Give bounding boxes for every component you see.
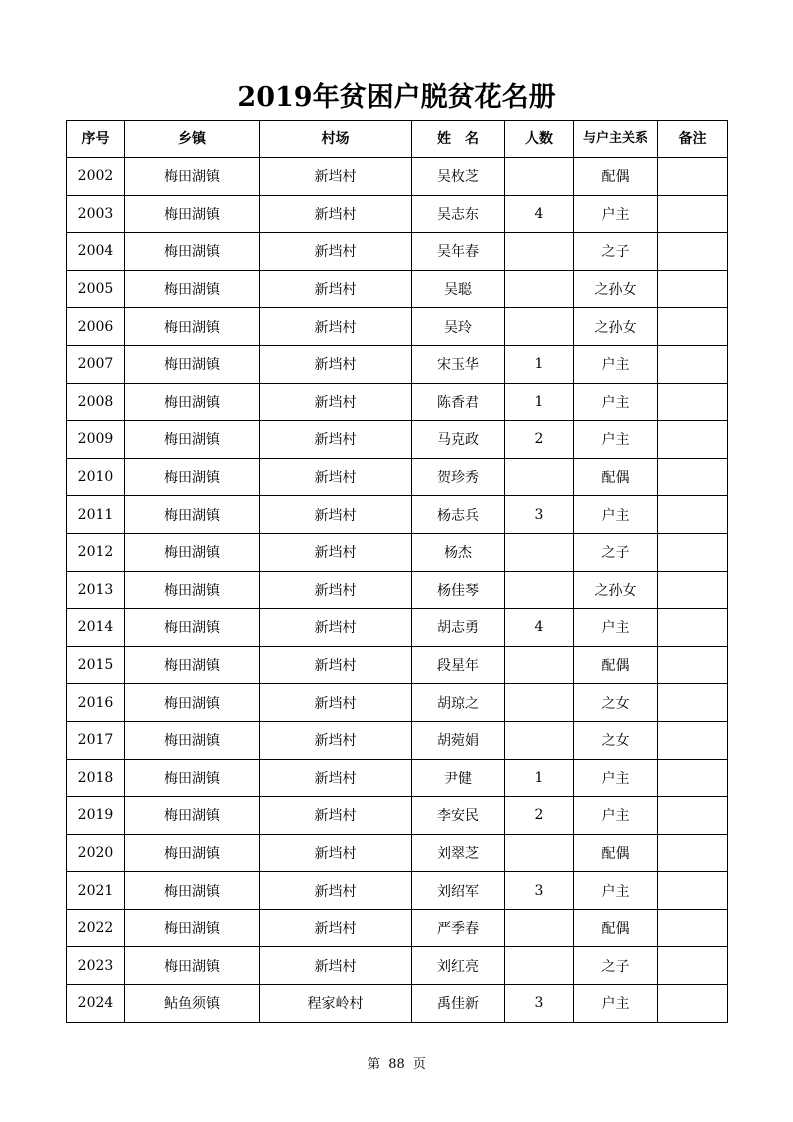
cell-name: 胡志勇 [412, 609, 505, 647]
table-row [67, 158, 728, 196]
cell-relation: 之孙女 [574, 270, 658, 308]
column-header-count: 人数 [505, 121, 574, 158]
cell-note [658, 270, 728, 308]
cell-name: 刘红亮 [412, 947, 505, 985]
cell-count [505, 308, 574, 346]
cell-name: 马克政 [412, 421, 505, 459]
table-row [67, 985, 728, 1023]
cell-relation: 之女 [574, 721, 658, 759]
cell-relation: 户主 [574, 985, 658, 1023]
cell-town: 梅田湖镇 [125, 383, 260, 421]
cell-relation: 配偶 [574, 646, 658, 684]
table-row [67, 684, 728, 722]
cell-village: 新垱村 [260, 158, 412, 196]
column-header-town: 乡镇 [125, 121, 260, 158]
cell-relation: 之孙女 [574, 308, 658, 346]
cell-note [658, 721, 728, 759]
cell-village: 新垱村 [260, 270, 412, 308]
cell-seq: 2016 [67, 684, 125, 722]
table-row [67, 646, 728, 684]
cell-note [658, 158, 728, 196]
cell-note [658, 496, 728, 534]
cell-note [658, 684, 728, 722]
table-row [67, 233, 728, 271]
cell-count [505, 533, 574, 571]
column-header-name: 姓 名 [412, 121, 505, 158]
cell-village: 新垱村 [260, 308, 412, 346]
roster-table [66, 120, 728, 1023]
header-row [67, 121, 728, 158]
cell-village: 新垱村 [260, 721, 412, 759]
cell-village: 新垱村 [260, 571, 412, 609]
cell-count: 1 [505, 383, 574, 421]
cell-count [505, 834, 574, 872]
cell-town: 梅田湖镇 [125, 496, 260, 534]
cell-relation: 之孙女 [574, 571, 658, 609]
cell-village: 新垱村 [260, 947, 412, 985]
cell-town: 梅田湖镇 [125, 909, 260, 947]
cell-village: 新垱村 [260, 759, 412, 797]
cell-name: 吴志东 [412, 195, 505, 233]
cell-count [505, 458, 574, 496]
cell-note [658, 383, 728, 421]
cell-count: 3 [505, 985, 574, 1023]
cell-town: 梅田湖镇 [125, 308, 260, 346]
cell-village: 新垱村 [260, 909, 412, 947]
cell-village: 新垱村 [260, 834, 412, 872]
table-row [67, 533, 728, 571]
cell-town: 梅田湖镇 [125, 684, 260, 722]
cell-town: 梅田湖镇 [125, 947, 260, 985]
cell-count [505, 947, 574, 985]
table-row [67, 834, 728, 872]
cell-relation: 户主 [574, 383, 658, 421]
cell-relation: 户主 [574, 195, 658, 233]
cell-count: 4 [505, 609, 574, 647]
cell-name: 吴玲 [412, 308, 505, 346]
cell-count [505, 684, 574, 722]
cell-town: 梅田湖镇 [125, 533, 260, 571]
page-title: 2019年贫困户脱贫花名册 [237, 82, 556, 113]
cell-note [658, 609, 728, 647]
cell-relation: 之子 [574, 533, 658, 571]
cell-seq: 2013 [67, 571, 125, 609]
cell-town: 梅田湖镇 [125, 270, 260, 308]
table-row [67, 308, 728, 346]
cell-name: 宋玉华 [412, 345, 505, 383]
cell-seq: 2022 [67, 909, 125, 947]
column-header-relation: 与户主关系 [574, 121, 658, 158]
table-row [67, 909, 728, 947]
cell-relation: 户主 [574, 496, 658, 534]
cell-note [658, 345, 728, 383]
column-header-note: 备注 [658, 121, 728, 158]
cell-name: 段星年 [412, 646, 505, 684]
table-row [67, 759, 728, 797]
cell-relation: 配偶 [574, 158, 658, 196]
cell-relation: 户主 [574, 421, 658, 459]
cell-village: 程家岭村 [260, 985, 412, 1023]
cell-village: 新垱村 [260, 195, 412, 233]
table-row [67, 458, 728, 496]
cell-count: 2 [505, 797, 574, 835]
cell-note [658, 421, 728, 459]
cell-town: 梅田湖镇 [125, 872, 260, 910]
table-row [67, 496, 728, 534]
cell-relation: 配偶 [574, 834, 658, 872]
cell-seq: 2020 [67, 834, 125, 872]
cell-count [505, 646, 574, 684]
cell-seq: 2024 [67, 985, 125, 1023]
cell-note [658, 308, 728, 346]
cell-seq: 2012 [67, 533, 125, 571]
cell-town: 梅田湖镇 [125, 646, 260, 684]
cell-village: 新垱村 [260, 345, 412, 383]
cell-name: 吴聪 [412, 270, 505, 308]
cell-count [505, 721, 574, 759]
cell-note [658, 834, 728, 872]
cell-count [505, 233, 574, 271]
cell-note [658, 571, 728, 609]
cell-name: 贺珍秀 [412, 458, 505, 496]
cell-seq: 2010 [67, 458, 125, 496]
table-row [67, 270, 728, 308]
cell-town: 梅田湖镇 [125, 721, 260, 759]
roster-body [67, 158, 728, 1023]
table-row [67, 571, 728, 609]
cell-note [658, 872, 728, 910]
cell-village: 新垱村 [260, 684, 412, 722]
cell-count: 1 [505, 345, 574, 383]
cell-name: 刘翠芝 [412, 834, 505, 872]
cell-relation: 之女 [574, 684, 658, 722]
cell-name: 李安民 [412, 797, 505, 835]
cell-seq: 2005 [67, 270, 125, 308]
cell-town: 梅田湖镇 [125, 759, 260, 797]
cell-note [658, 646, 728, 684]
table-row [67, 345, 728, 383]
cell-count [505, 158, 574, 196]
cell-village: 新垱村 [260, 383, 412, 421]
cell-seq: 2004 [67, 233, 125, 271]
table-row [67, 721, 728, 759]
cell-count [505, 571, 574, 609]
cell-note [658, 909, 728, 947]
cell-village: 新垱村 [260, 533, 412, 571]
cell-seq: 2019 [67, 797, 125, 835]
cell-village: 新垱村 [260, 233, 412, 271]
table-row [67, 609, 728, 647]
cell-town: 梅田湖镇 [125, 195, 260, 233]
cell-count [505, 270, 574, 308]
cell-note [658, 195, 728, 233]
cell-count [505, 909, 574, 947]
cell-count: 1 [505, 759, 574, 797]
cell-note [658, 759, 728, 797]
cell-name: 胡菀娟 [412, 721, 505, 759]
cell-seq: 2018 [67, 759, 125, 797]
cell-name: 严季春 [412, 909, 505, 947]
column-header-seq: 序号 [67, 121, 125, 158]
cell-town: 鲇鱼须镇 [125, 985, 260, 1023]
cell-name: 刘绍军 [412, 872, 505, 910]
cell-seq: 2015 [67, 646, 125, 684]
cell-town: 梅田湖镇 [125, 421, 260, 459]
cell-relation: 户主 [574, 609, 658, 647]
cell-village: 新垱村 [260, 872, 412, 910]
cell-village: 新垱村 [260, 421, 412, 459]
cell-count: 3 [505, 872, 574, 910]
cell-seq: 2023 [67, 947, 125, 985]
cell-note [658, 797, 728, 835]
cell-town: 梅田湖镇 [125, 233, 260, 271]
cell-note [658, 985, 728, 1023]
cell-village: 新垱村 [260, 646, 412, 684]
cell-note [658, 533, 728, 571]
table-row [67, 383, 728, 421]
table-row [67, 195, 728, 233]
cell-note [658, 233, 728, 271]
table-row [67, 947, 728, 985]
table-row [67, 797, 728, 835]
cell-relation: 之子 [574, 947, 658, 985]
cell-count: 2 [505, 421, 574, 459]
cell-relation: 配偶 [574, 458, 658, 496]
cell-relation: 户主 [574, 759, 658, 797]
cell-name: 吴枚芝 [412, 158, 505, 196]
cell-seq: 2009 [67, 421, 125, 459]
cell-relation: 户主 [574, 797, 658, 835]
cell-name: 尹健 [412, 759, 505, 797]
cell-town: 梅田湖镇 [125, 609, 260, 647]
cell-relation: 配偶 [574, 909, 658, 947]
cell-seq: 2011 [67, 496, 125, 534]
cell-relation: 户主 [574, 872, 658, 910]
cell-name: 杨杰 [412, 533, 505, 571]
cell-seq: 2002 [67, 158, 125, 196]
cell-seq: 2021 [67, 872, 125, 910]
cell-town: 梅田湖镇 [125, 458, 260, 496]
cell-town: 梅田湖镇 [125, 797, 260, 835]
cell-seq: 2014 [67, 609, 125, 647]
cell-town: 梅田湖镇 [125, 345, 260, 383]
cell-village: 新垱村 [260, 496, 412, 534]
cell-name: 陈香君 [412, 383, 505, 421]
cell-seq: 2017 [67, 721, 125, 759]
cell-count: 3 [505, 496, 574, 534]
cell-town: 梅田湖镇 [125, 158, 260, 196]
cell-seq: 2003 [67, 195, 125, 233]
column-header-village: 村场 [260, 121, 412, 158]
cell-seq: 2006 [67, 308, 125, 346]
cell-note [658, 947, 728, 985]
table-row [67, 421, 728, 459]
cell-name: 胡琼之 [412, 684, 505, 722]
table-row [67, 872, 728, 910]
cell-name: 吴年春 [412, 233, 505, 271]
page-footer: 第 88 页 [367, 1057, 426, 1072]
cell-seq: 2008 [67, 383, 125, 421]
cell-note [658, 458, 728, 496]
cell-relation: 之子 [574, 233, 658, 271]
cell-name: 杨佳琴 [412, 571, 505, 609]
cell-count: 4 [505, 195, 574, 233]
cell-relation: 户主 [574, 345, 658, 383]
cell-town: 梅田湖镇 [125, 571, 260, 609]
cell-village: 新垱村 [260, 609, 412, 647]
cell-village: 新垱村 [260, 797, 412, 835]
cell-village: 新垱村 [260, 458, 412, 496]
cell-name: 禹佳新 [412, 985, 505, 1023]
cell-name: 杨志兵 [412, 496, 505, 534]
cell-town: 梅田湖镇 [125, 834, 260, 872]
cell-seq: 2007 [67, 345, 125, 383]
